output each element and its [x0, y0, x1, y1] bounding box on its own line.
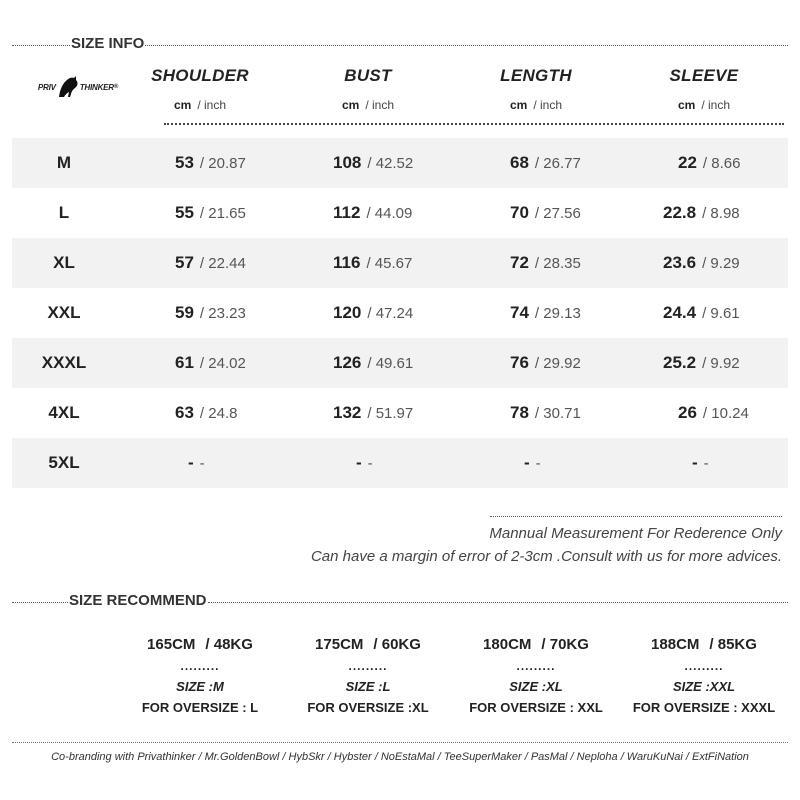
- header-dotted-rule: [145, 45, 788, 46]
- height-weight: [624, 636, 784, 653]
- panther-icon: [57, 75, 79, 99]
- length-value: [510, 238, 581, 288]
- table-row: [12, 338, 788, 388]
- measurement-note: Mannual Measurement For Rederence Only: [489, 525, 782, 542]
- weight: / 48KG: [205, 636, 253, 653]
- size-label: M: [56, 153, 72, 172]
- value-cm: -: [356, 453, 362, 472]
- value-cm: 116: [333, 253, 361, 272]
- value-inch: / 26.77: [534, 154, 581, 172]
- value-cm: 112: [333, 203, 361, 222]
- value-inch: / 42.52: [367, 154, 414, 172]
- value-inch: / 22.44: [199, 254, 246, 272]
- column-header-length: [466, 66, 606, 112]
- table-row: [12, 388, 788, 438]
- recommend-item: [624, 636, 784, 715]
- value-inch: / 9.29: [702, 254, 740, 272]
- dot-separator: .........: [180, 659, 220, 673]
- value-cm: 132: [333, 403, 362, 422]
- dot-separator: .........: [348, 659, 388, 673]
- shoulder-value: [175, 138, 246, 188]
- value-cm: 25.2: [663, 353, 697, 372]
- value-cm: 76: [510, 353, 529, 372]
- height-weight: [120, 636, 280, 653]
- column-units: [466, 98, 606, 112]
- size-label: 5XL: [48, 453, 80, 472]
- size-info-title: SIZE INFO: [71, 34, 145, 52]
- bust-value: [333, 338, 413, 388]
- sleeve-value: [663, 338, 740, 388]
- column-name: SHOULDER: [151, 66, 249, 85]
- value-inch: / 8.66: [702, 154, 741, 172]
- brand-logo: [28, 72, 128, 102]
- value-inch: / 47.24: [367, 304, 414, 322]
- column-units: [130, 98, 270, 112]
- value-inch: / 8.98: [702, 204, 740, 222]
- value-cm: 126: [333, 353, 362, 372]
- value-cm: 55: [175, 203, 194, 222]
- table-row: [12, 238, 788, 288]
- length-value: [510, 288, 581, 338]
- column-name: BUST: [344, 66, 392, 85]
- value-inch: / 49.61: [367, 354, 414, 372]
- recommend-item: [120, 636, 280, 715]
- logo-left-text: PRIV: [37, 82, 56, 92]
- column-units: [298, 98, 438, 112]
- value-cm: 68: [510, 153, 529, 172]
- unit-cm: cm: [677, 98, 696, 112]
- value-inch: / 45.67: [366, 254, 413, 272]
- value-cm: -: [524, 453, 530, 472]
- bust-value: [356, 438, 373, 488]
- bust-value: [333, 388, 413, 438]
- value-cm: 72: [510, 253, 529, 272]
- recommend-item: [288, 636, 448, 715]
- shoulder-value: [175, 388, 237, 438]
- size-info-header: [12, 33, 788, 53]
- bust-value: [333, 138, 413, 188]
- header-divider: [164, 123, 784, 125]
- value-inch: / 27.56: [534, 204, 581, 222]
- dot-separator: .........: [516, 659, 556, 673]
- weight: / 60KG: [373, 636, 421, 653]
- column-header-sleeve: [634, 66, 774, 112]
- sleeve-value: [692, 438, 709, 488]
- value-inch: / 20.87: [199, 154, 246, 172]
- table-row: [12, 188, 788, 238]
- value-cm: -: [692, 453, 698, 472]
- size-label: XXXL: [41, 353, 87, 372]
- table-row: [12, 288, 788, 338]
- value-inch: / 51.97: [367, 404, 414, 422]
- bust-value: [333, 238, 412, 288]
- margin-note: Can have a margin of error of 2-3cm .Consult with us for more advices.: [310, 548, 782, 565]
- unit-inch: / inch: [533, 98, 563, 112]
- value-inch: -: [535, 454, 541, 472]
- table-row: [12, 438, 788, 488]
- value-cm: 26: [678, 403, 697, 422]
- sleeve-value: [663, 238, 740, 288]
- value-inch: / 29.92: [534, 354, 581, 372]
- value-cm: 23.6: [663, 253, 697, 272]
- value-inch: / 24.02: [199, 354, 246, 372]
- height: 165CM: [147, 636, 196, 653]
- co-branding-footer: Co-branding with Privathinker / Mr.GoldenBowl / HybSkr / Hybster / NoEstaMal / TeeSuperMaker / PasMal / Neploha / WaruKuNai / ExtFiNation: [51, 751, 749, 763]
- unit-inch: / inch: [197, 98, 227, 112]
- value-cm: 63: [175, 403, 194, 422]
- value-inch: / 9.92: [702, 354, 740, 372]
- value-cm: 57: [175, 253, 194, 272]
- value-cm: 59: [175, 303, 194, 322]
- size-table: [12, 138, 788, 488]
- header-dotted-rule: [12, 45, 70, 46]
- bust-value: [333, 188, 412, 238]
- unit-inch: / inch: [701, 98, 731, 112]
- header-dotted-rule: [208, 602, 788, 603]
- size-label: 4XL: [48, 403, 80, 422]
- length-value: [510, 138, 581, 188]
- column-name: SLEEVE: [669, 66, 739, 85]
- size-label: L: [58, 203, 70, 222]
- value-inch: / 10.24: [702, 404, 749, 422]
- value-cm: 108: [333, 153, 362, 172]
- shoulder-value: [175, 338, 246, 388]
- sleeve-value: [678, 388, 749, 438]
- shoulder-value: [175, 238, 246, 288]
- value-inch: -: [703, 454, 709, 472]
- value-inch: -: [199, 454, 205, 472]
- value-inch: / 30.71: [534, 404, 581, 422]
- value-inch: / 29.13: [534, 304, 581, 322]
- column-header-bust: [298, 66, 438, 112]
- oversize-recommendation: FOR OVERSIZE :XL: [307, 700, 429, 715]
- dot-separator: .........: [684, 659, 724, 673]
- size-label: XL: [53, 253, 75, 272]
- size-label: XXL: [47, 303, 81, 322]
- registered-mark: ®: [113, 84, 119, 90]
- value-inch: / 9.61: [702, 304, 740, 322]
- value-inch: / 44.09: [366, 204, 413, 222]
- header-dotted-rule: [12, 602, 68, 603]
- recommended-size: SIZE :XL: [509, 679, 563, 694]
- height-weight: [288, 636, 448, 653]
- unit-cm: cm: [509, 98, 528, 112]
- oversize-recommendation: FOR OVERSIZE : XXL: [469, 700, 603, 715]
- length-value: [510, 338, 581, 388]
- value-inch: -: [367, 454, 373, 472]
- value-inch: / 21.65: [199, 204, 246, 222]
- value-cm: 74: [510, 303, 529, 322]
- value-cm: 22.8: [663, 203, 697, 222]
- oversize-recommendation: FOR OVERSIZE : L: [141, 700, 259, 715]
- recommended-size: SIZE :L: [345, 679, 391, 694]
- logo-right-text: THINKER: [79, 82, 114, 92]
- value-inch: / 28.35: [534, 254, 581, 272]
- unit-cm: cm: [173, 98, 192, 112]
- sleeve-value: [663, 288, 740, 338]
- unit-inch: / inch: [365, 98, 395, 112]
- table-row: [12, 138, 788, 188]
- column-name: LENGTH: [500, 66, 572, 85]
- shoulder-value: [175, 188, 246, 238]
- length-value: [510, 188, 581, 238]
- size-recommend-title: SIZE RECOMMEND: [69, 591, 207, 609]
- value-inch: / 23.23: [199, 304, 246, 322]
- height: 180CM: [483, 636, 532, 653]
- weight: / 85KG: [709, 636, 757, 653]
- footer-divider: [12, 742, 788, 743]
- oversize-recommendation: FOR OVERSIZE : XXXL: [632, 700, 776, 715]
- weight: / 70KG: [541, 636, 589, 653]
- length-value: [510, 388, 581, 438]
- value-cm: 24.4: [663, 303, 697, 322]
- length-value: [524, 438, 541, 488]
- value-cm: -: [188, 453, 194, 472]
- value-cm: 22: [678, 153, 697, 172]
- shoulder-value: [188, 438, 205, 488]
- value-cm: 70: [510, 203, 529, 222]
- recommend-item: [456, 636, 616, 715]
- sleeve-value: [663, 188, 740, 238]
- sleeve-value: [678, 138, 740, 188]
- value-cm: 61: [175, 353, 194, 372]
- recommended-size: SIZE :XXL: [672, 679, 736, 694]
- note-divider: [490, 516, 782, 517]
- value-cm: 120: [333, 303, 362, 322]
- size-recommend-header: [12, 590, 788, 610]
- bust-value: [333, 288, 413, 338]
- column-units: [634, 98, 774, 112]
- height-weight: [456, 636, 616, 653]
- unit-cm: cm: [341, 98, 360, 112]
- value-inch: / 24.8: [199, 404, 238, 422]
- value-cm: 53: [175, 153, 194, 172]
- recommended-size: SIZE :M: [176, 679, 224, 694]
- column-header-shoulder: [130, 66, 270, 112]
- height: 175CM: [315, 636, 364, 653]
- value-cm: 78: [510, 403, 529, 422]
- height: 188CM: [651, 636, 700, 653]
- shoulder-value: [175, 288, 246, 338]
